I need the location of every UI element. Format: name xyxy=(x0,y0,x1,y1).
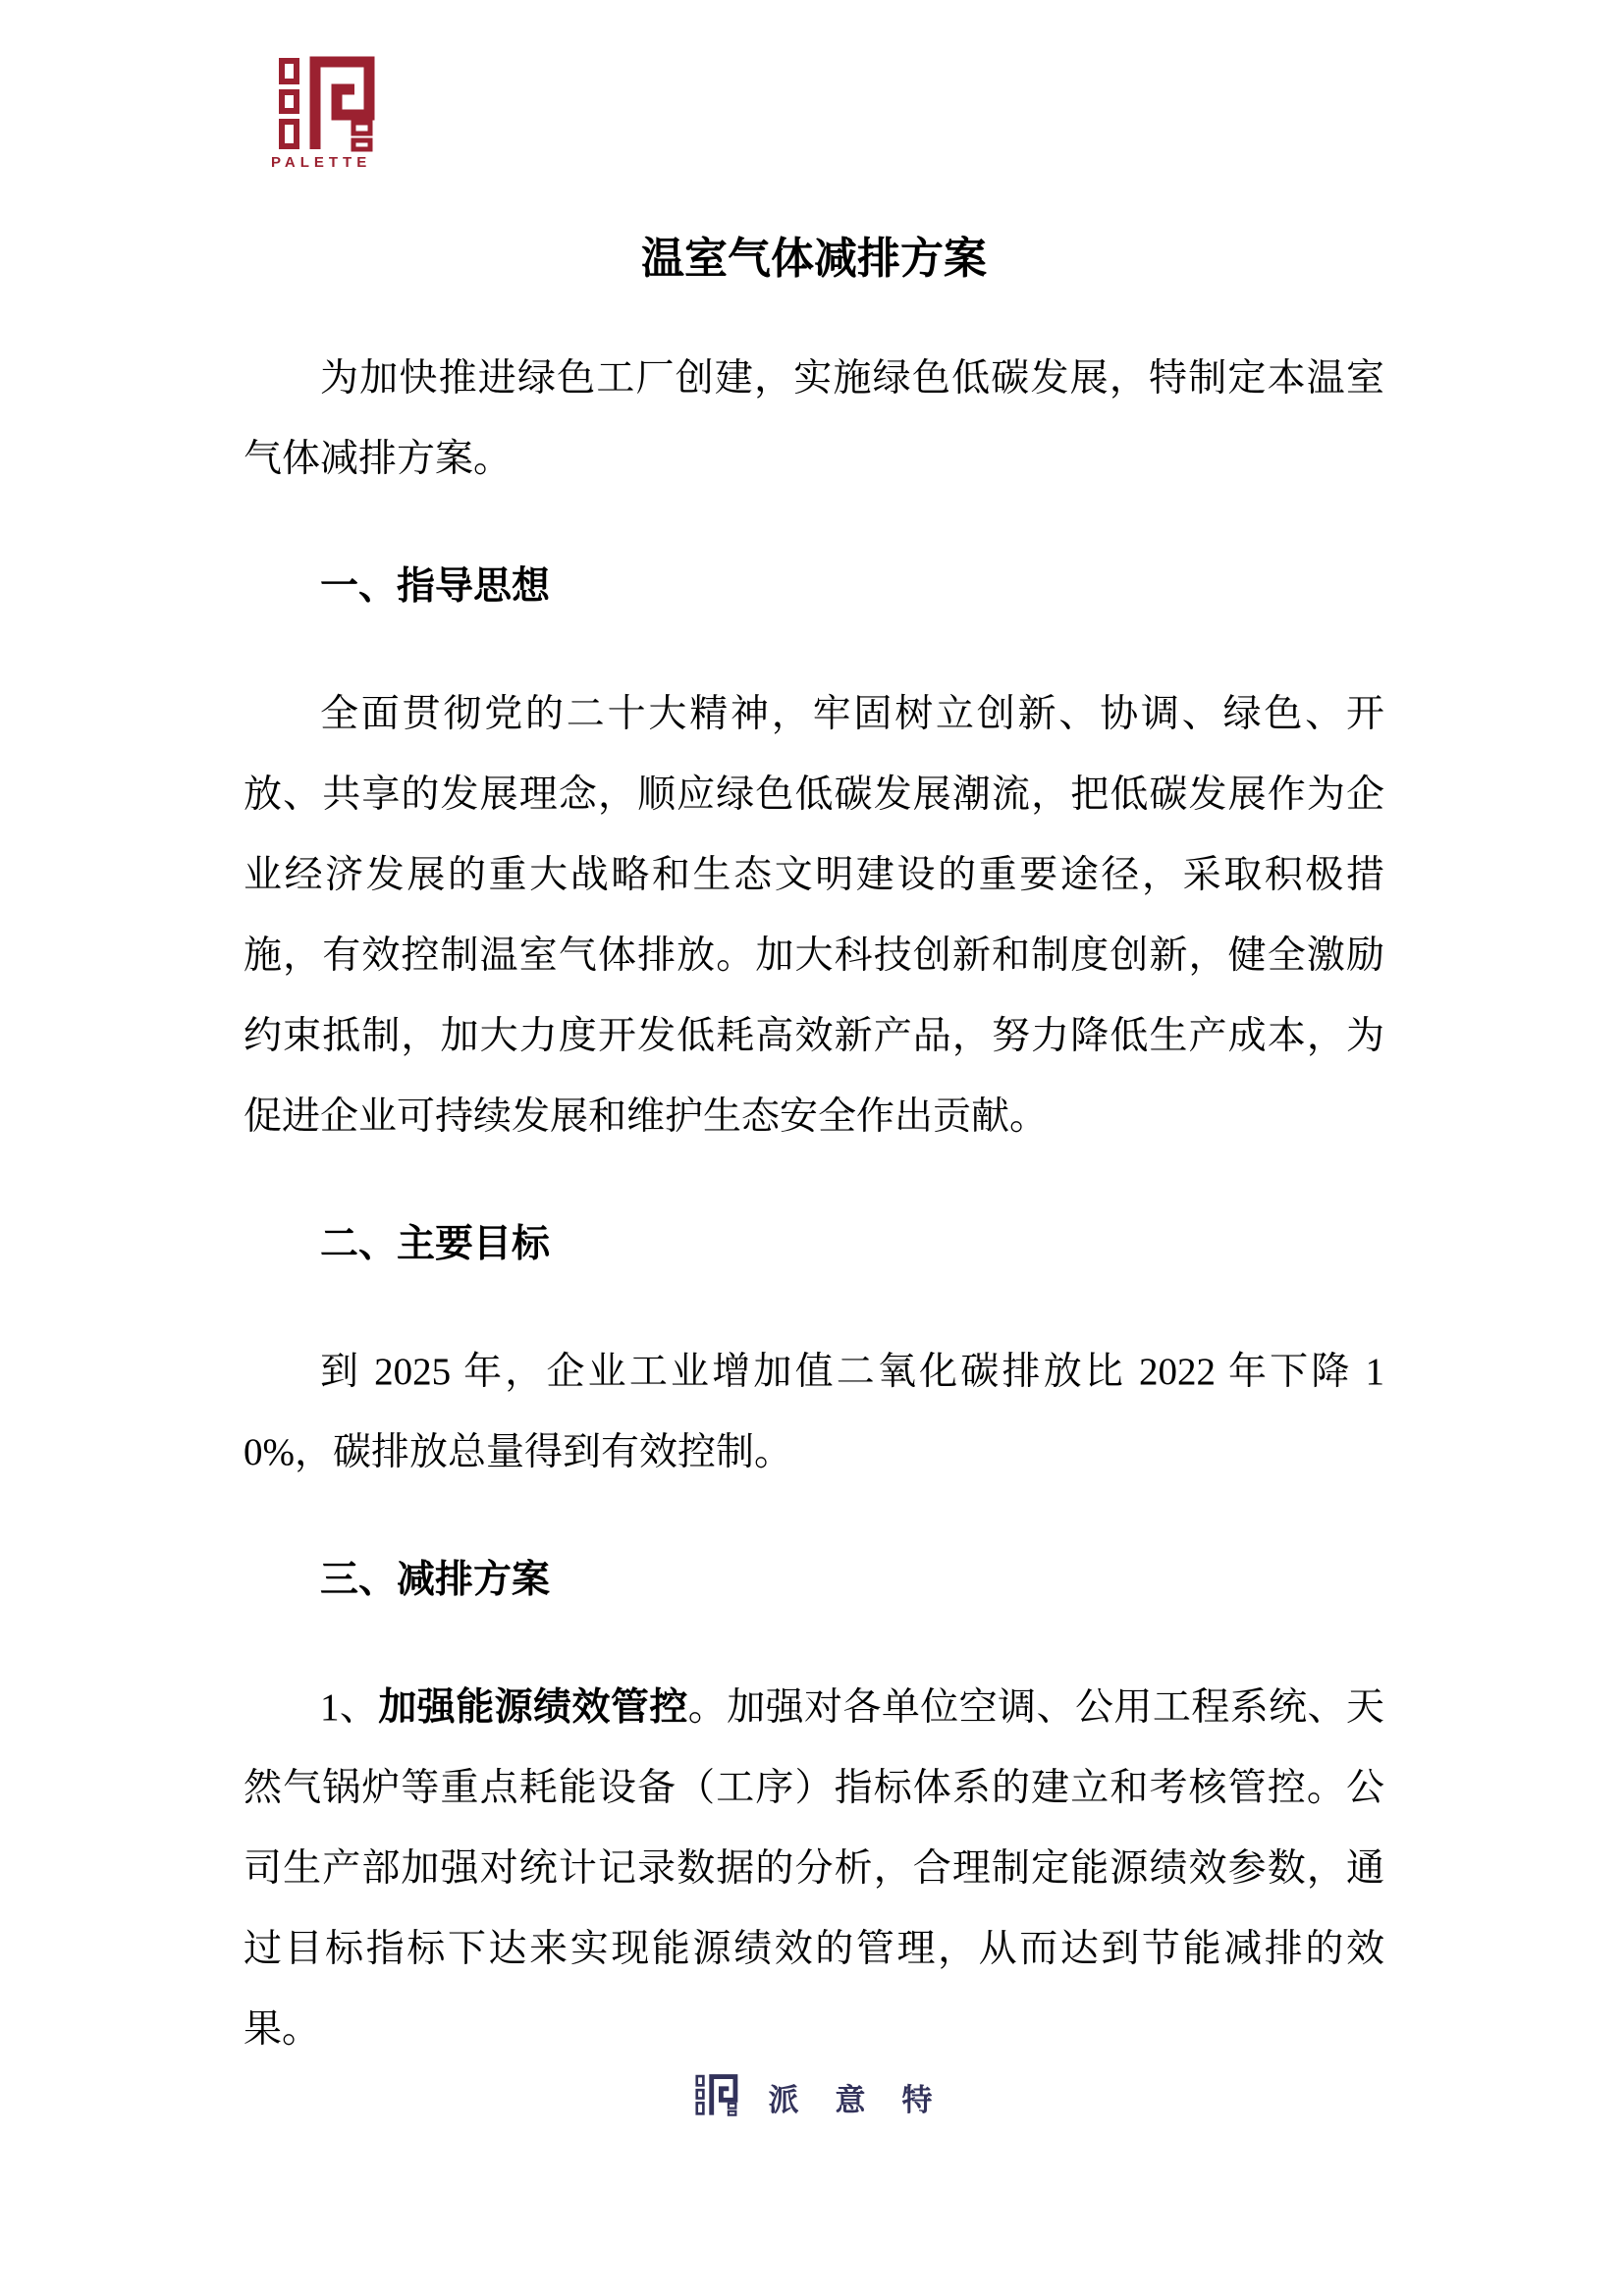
header-logo xyxy=(271,54,385,172)
document-title: 温室气体减排方案 xyxy=(641,235,987,283)
section-2-paragraph: 到 2025 年，企业工业增加值二氧化碳排放比 2022 年下降 10%，碳排放总量得到有效控制。 xyxy=(244,1351,1384,1473)
section-heading-3: 三、减排方案 xyxy=(320,1559,551,1601)
list-item-bold-title: 加强能源绩效管控 xyxy=(378,1686,688,1729)
section-heading-2: 二、主要目标 xyxy=(320,1223,551,1265)
footer-brand-name: 派意特 xyxy=(768,2083,969,2117)
palette-logo-icon xyxy=(271,54,385,152)
footer-brand-block xyxy=(0,2073,1624,2121)
section-1-paragraph: 全面贯彻党的二十大精神，牢固树立创新、协调、绿色、开放、共享的发展理念，顺应绿色低碳发展潮流，把低碳发展作为企业经济发展的重大战略和生态文明建设的重要途径，采取积极措施，有效控制温室气体排放。加大科技创新和制度创新，健全激励约束抵制，加大力度开发低耗高效新产品，努力降低生产成本，为促进企业可持续发展和维护生态安全作出贡献。 xyxy=(244,693,1384,1138)
list-item-body: 。加强对各单位空调、公用工程系统、天然气锅炉等重点耗能设备（工序）指标体系的建立和考核管控。公司生产部加强对统计记录数据的分析，合理制定能源绩效参数，通过目标指标下达来实现能源绩效的管理，从而达到节能减排的效果。 xyxy=(244,1686,1384,2051)
list-item-number: 1、 xyxy=(320,1686,379,1729)
header-logo-wordmark: PALETTE xyxy=(271,154,372,171)
paiyite-logo-icon xyxy=(692,2073,741,2121)
section-3-list-item xyxy=(244,1668,1384,2070)
section-heading-1: 一、指导思想 xyxy=(320,565,551,608)
intro-paragraph: 为加快推进绿色工厂创建，实施绿色低碳发展，特制定本温室气体减排方案。 xyxy=(244,357,1384,480)
